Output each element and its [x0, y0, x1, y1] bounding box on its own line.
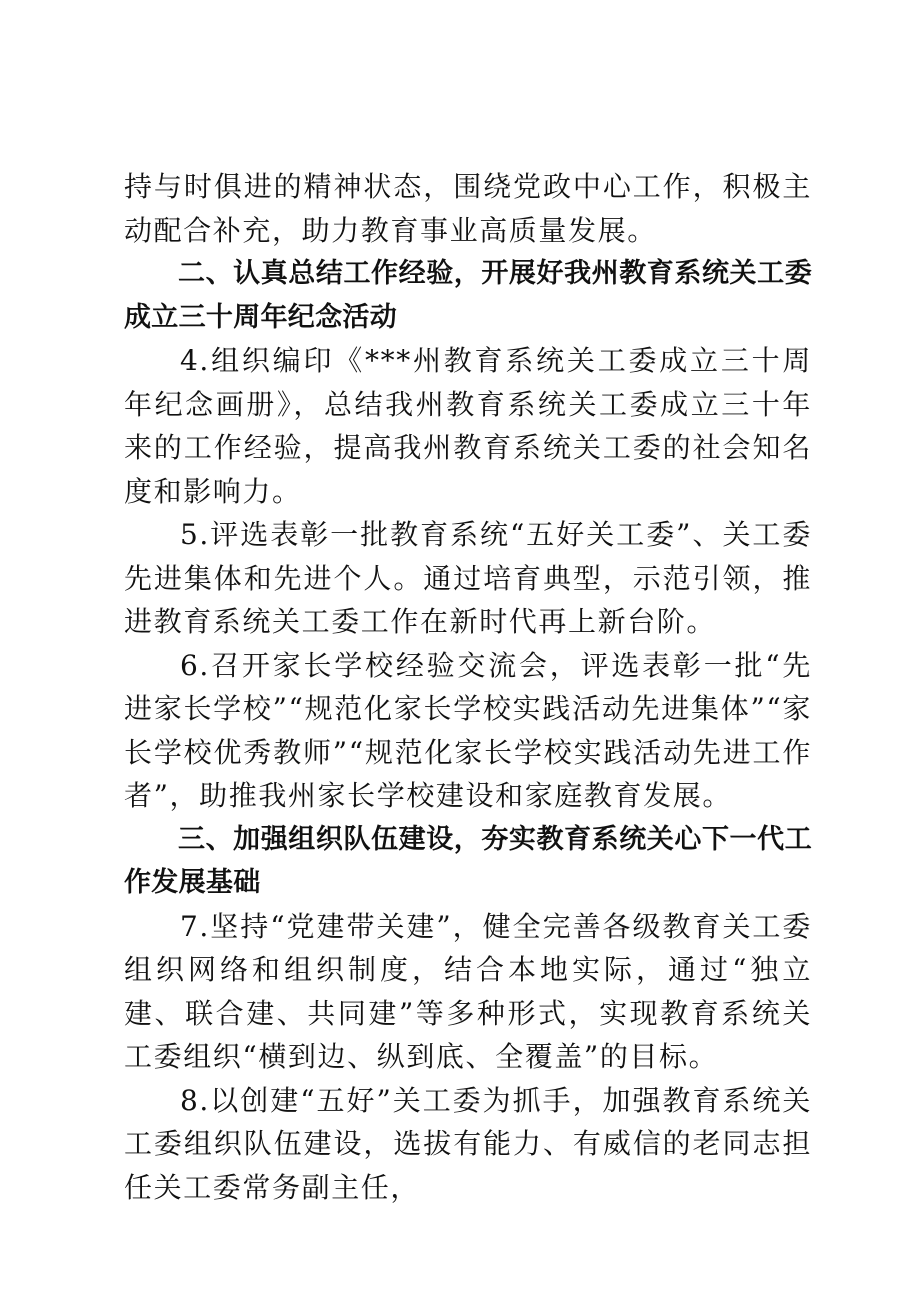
- paragraph-item-8: 8.以创建“五好”关工委为抓手，加强教育系统关工委组织队伍建设，选拔有能力、有威信的老同志担任关工委常务副主任，: [124, 1083, 812, 1204]
- section-heading-2: 二、认真总结工作经验，开展好我州教育系统关工委成立三十周年纪念活动: [124, 258, 812, 333]
- paragraph-item-6: 6.召开家长学校经验交流会，评选表彰一批“先进家长学校”“规范化家长学校实践活动先进集体”“家长学校优秀教师”“规范化家长学校实践活动先进工作者”，助推我州家长学校建设和家庭教育发展。: [124, 648, 812, 812]
- paragraph-item-4: 4.组织编印《***州教育系统关工委成立三十周年纪念画册》，总结我州教育系统关工委成立三十年来的工作经验，提高我州教育系统关工委的社会知名度和影响力。: [124, 344, 812, 508]
- section-heading-3: 三、加强组织队伍建设，夯实教育系统关心下一代工作发展基础: [124, 823, 812, 898]
- paragraph-item-7: 7.坚持“党建带关建”，健全完善各级教育关工委组织网络和组织制度，结合本地实际，通过“独立建、联合建、共同建”等多种形式，实现教育系统关工委组织“横到边、纵到底、全覆盖”的目标。: [124, 909, 812, 1073]
- paragraph-item-5: 5.评选表彰一批教育系统“五好关工委”、关工委先进集体和先进个人。通过培育典型，示范引领，推进教育系统关工委工作在新时代再上新台阶。: [124, 518, 812, 638]
- document-body: [124, 165, 812, 1209]
- paragraph-continued: 持与时俱进的精神状态，围绕党政中心工作，积极主动配合补充，助力教育事业高质量发展。: [124, 170, 812, 247]
